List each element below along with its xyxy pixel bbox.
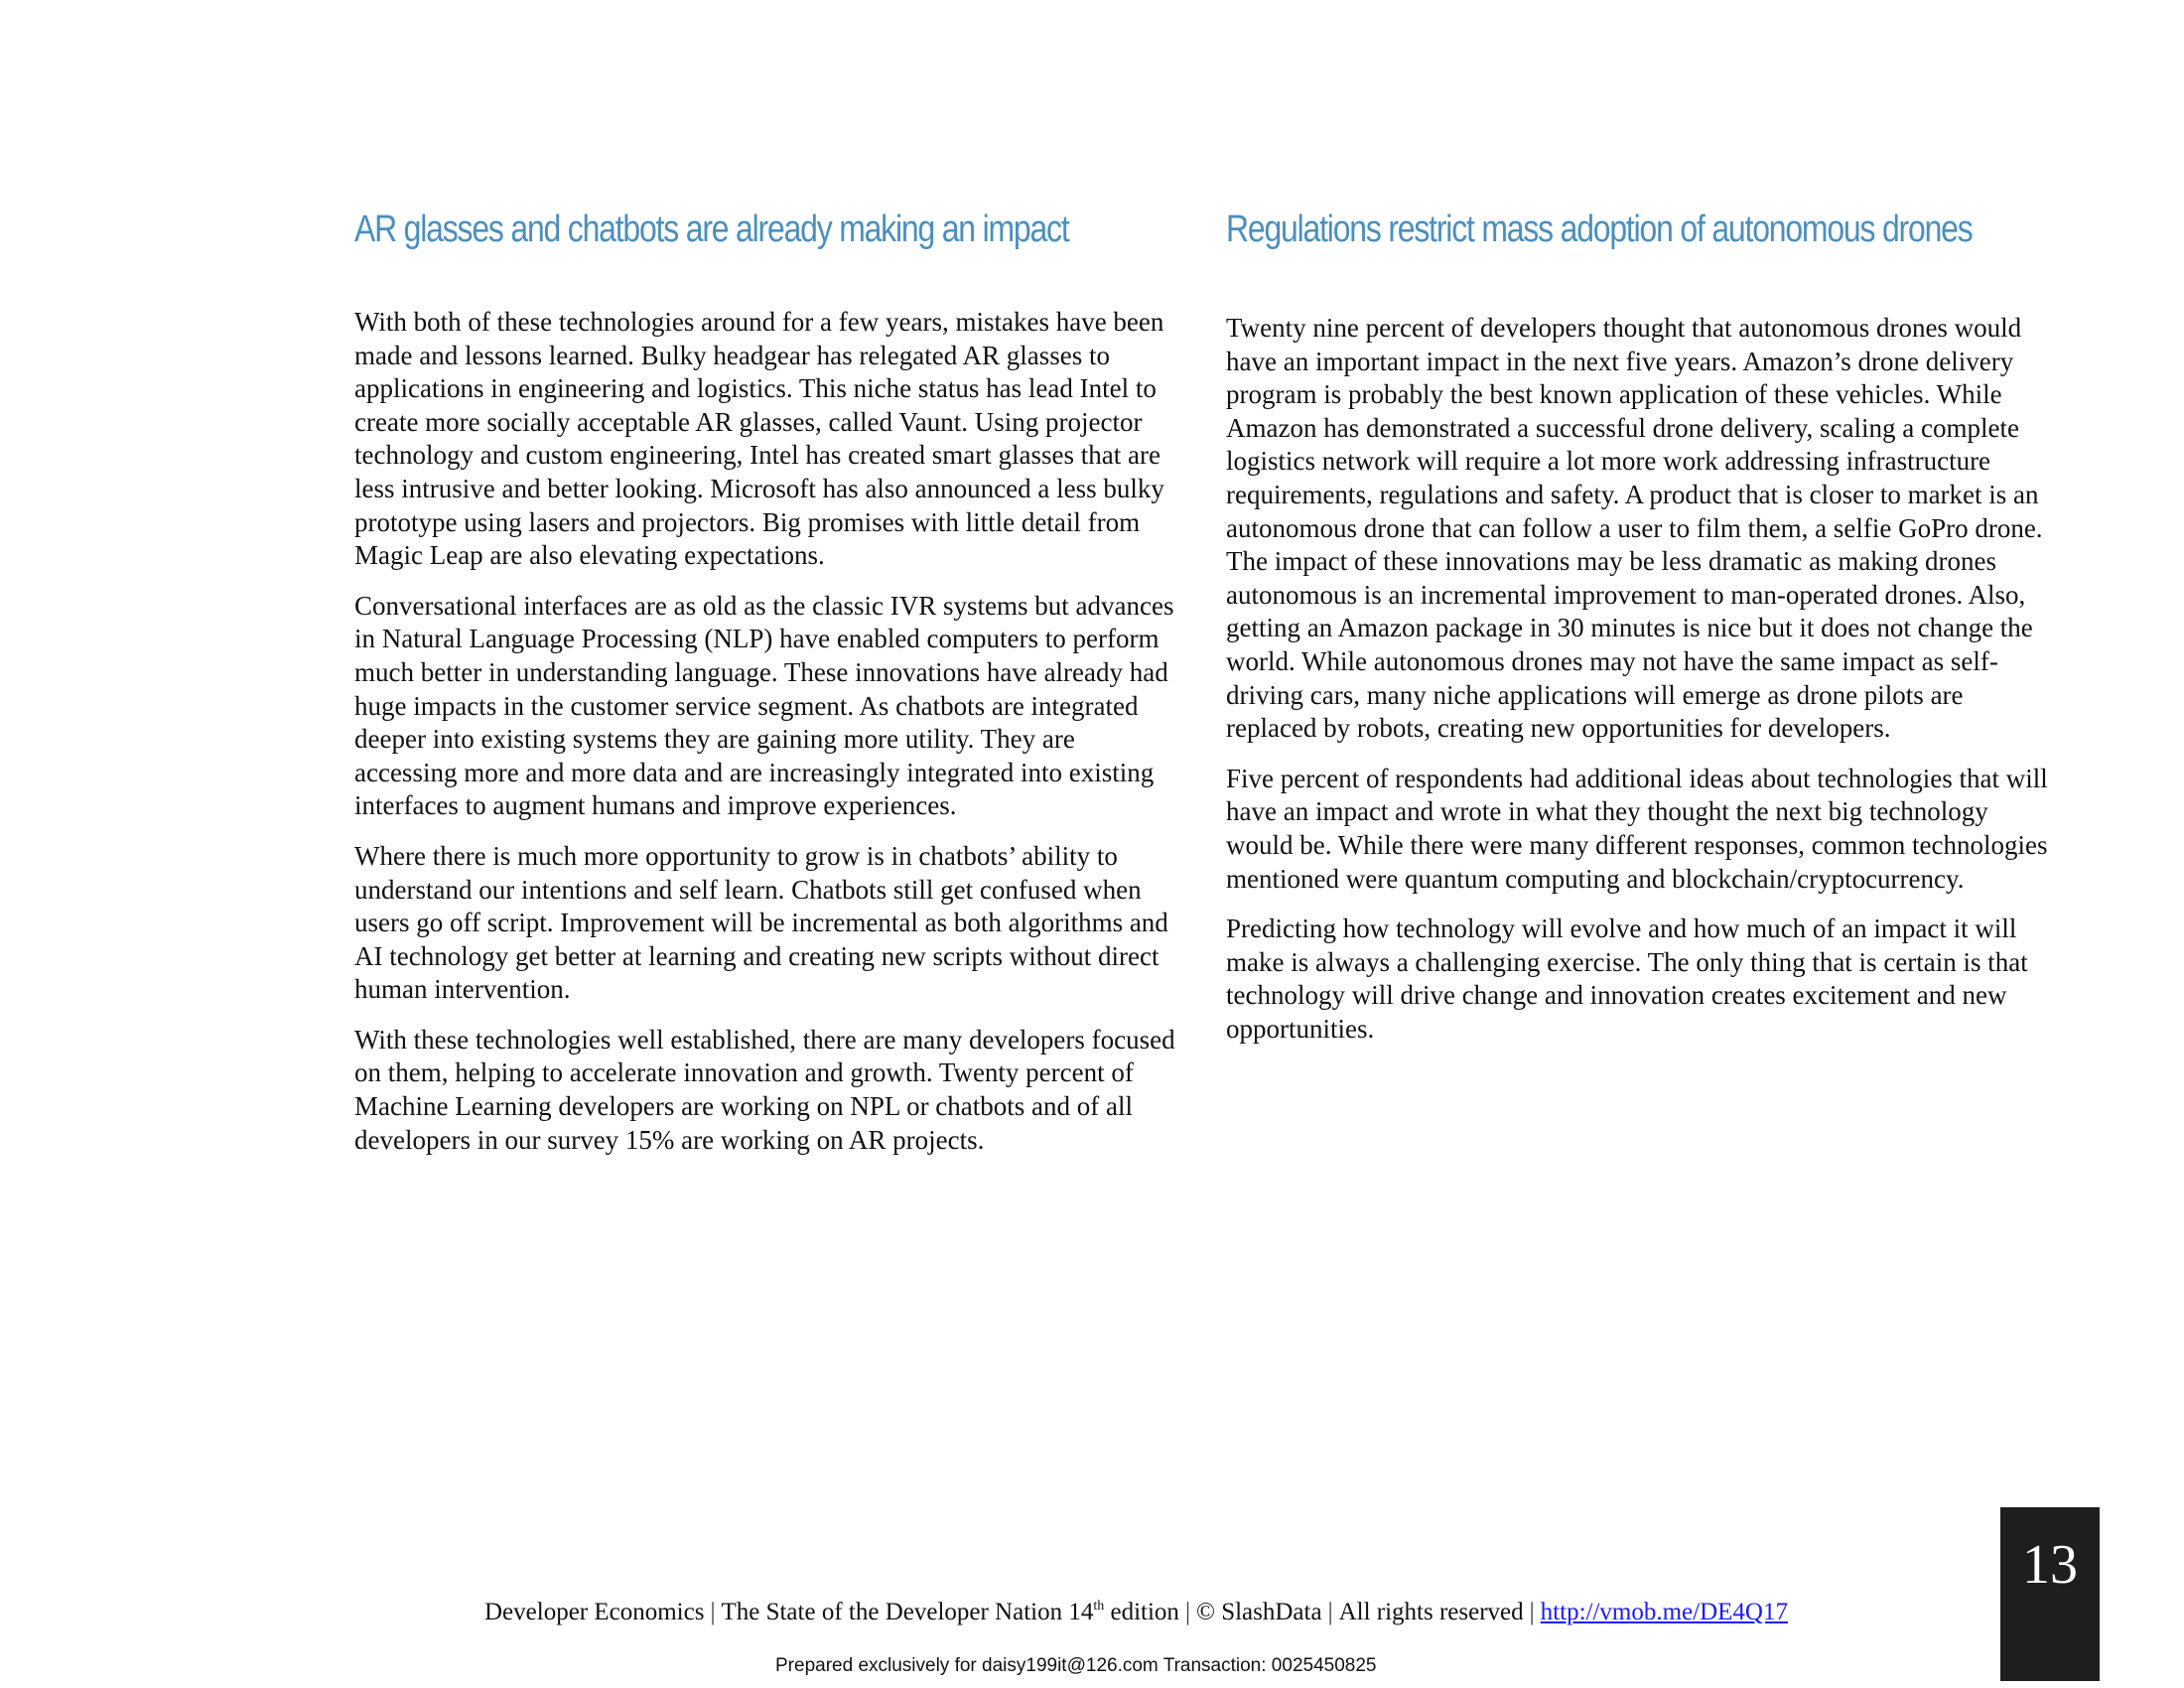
- footer-rights: All rights reserved: [1338, 1599, 1524, 1625]
- footer-separator: |: [1327, 1599, 1333, 1625]
- footer-edition: [721, 1599, 1178, 1625]
- left-paragraph-2: Conversational interfaces are as old as the classic IVR systems but advances in Natural Language Processing (NLP) have enabled computers to perform much better in understanding language. These innovations have already had huge impacts in the customer service segment. As chatbots are integrated deeper into existing systems they are gaining more utility. They are accessing more and more data and are increasingly integrated into existing interfaces to augment humans and improve experiences.: [354, 590, 1174, 821]
- footer-separator: |: [1184, 1599, 1190, 1625]
- page-number-badge: [2000, 1507, 2100, 1681]
- footer-edition-suffix: th: [1093, 1599, 1105, 1614]
- footer-separator: |: [710, 1599, 716, 1625]
- footer-publication: Developer Economics: [484, 1599, 705, 1625]
- right-column-body: [1226, 312, 2050, 1046]
- right-column: [1226, 207, 2050, 1062]
- right-column-heading: Regulations restrict mass adoption of autonomous drones: [1226, 209, 1973, 250]
- right-paragraph-3: Predicting how technology will evolve and how much of an impact it will make is always a challenging exercise. The only thing that is certain is that technology will drive change and innovation creates excitement and new opportunities.: [1226, 914, 2028, 1044]
- footer-separator: |: [1529, 1599, 1535, 1625]
- page-footer: [484, 1597, 1788, 1628]
- page-number: 13: [2022, 1534, 2078, 1596]
- prepared-notice: Prepared exclusively for daisy199it@126.com Transaction: 0025450825: [775, 1655, 1377, 1676]
- left-paragraph-4: With these technologies well established, there are many developers focused on them, helping to accelerate innovation and growth. Twenty percent of Machine Learning developers are working on NPL or chatbots and of all developers in our survey 15% are working on AR projects.: [354, 1024, 1175, 1155]
- footer-link[interactable]: http://vmob.me/DE4Q17: [1540, 1599, 1788, 1625]
- left-column-heading: AR glasses and chatbots are already making an impact: [354, 209, 1069, 250]
- right-paragraph-1: Twenty nine percent of developers thought that autonomous drones would have an important impact in the next five years. Amazon’s drone delivery program is probably the best known application of these vehicles. While Amazon has demonstrated a successful drone delivery, scaling a complete logistics network will require a lot more work addressing infrastructure requirements, regulations and safety. A product that is closer to market is an autonomous drone that can follow a user to film them, a selfie GoPro drone. The impact of these innovations may be less dramatic as making drones autonomous is an incremental improvement to man-operated drones. Also, getting an Amazon package in 30 minutes is nice but it does not change the world. While autonomous drones may not have the same impact as self-driving cars, many niche applications will emerge as drone pilots are replaced by robots, creating new opportunities for developers.: [1226, 313, 2043, 744]
- right-paragraph-2: Five percent of respondents had additional ideas about technologies that will have an impact and wrote in what they thought the next big technology would be. While there were many different responses, common technologies mentioned were quantum computing and blockchain/cryptocurrency.: [1226, 763, 2048, 894]
- left-column: [354, 207, 1178, 1174]
- footer-edition-tail: edition: [1104, 1599, 1179, 1625]
- left-paragraph-1: With both of these technologies around for a few years, mistakes have been made and lessons learned. Bulky headgear has relegated AR glasses to applications in engineering and logistics. This niche status has lead Intel to create more socially acceptable AR glasses, called Vaunt. Using projector technology and custom engineering, Intel has created smart glasses that are less intrusive and better looking. Microsoft has also announced a less bulky prototype using lasers and projectors. Big promises with little detail from Magic Leap are also elevating expectations.: [354, 307, 1164, 571]
- footer-edition-prefix: The State of the Developer Nation 14: [721, 1599, 1094, 1625]
- left-paragraph-3: Where there is much more opportunity to grow is in chatbots’ ability to understand our intentions and self learn. Chatbots still get confused when users go off script. Improvement will be incremental as both algorithms and AI technology get better at learning and creating new scripts without direct human intervention.: [354, 840, 1168, 1005]
- footer-copyright: © SlashData: [1195, 1599, 1322, 1625]
- left-column-body: [354, 306, 1178, 1157]
